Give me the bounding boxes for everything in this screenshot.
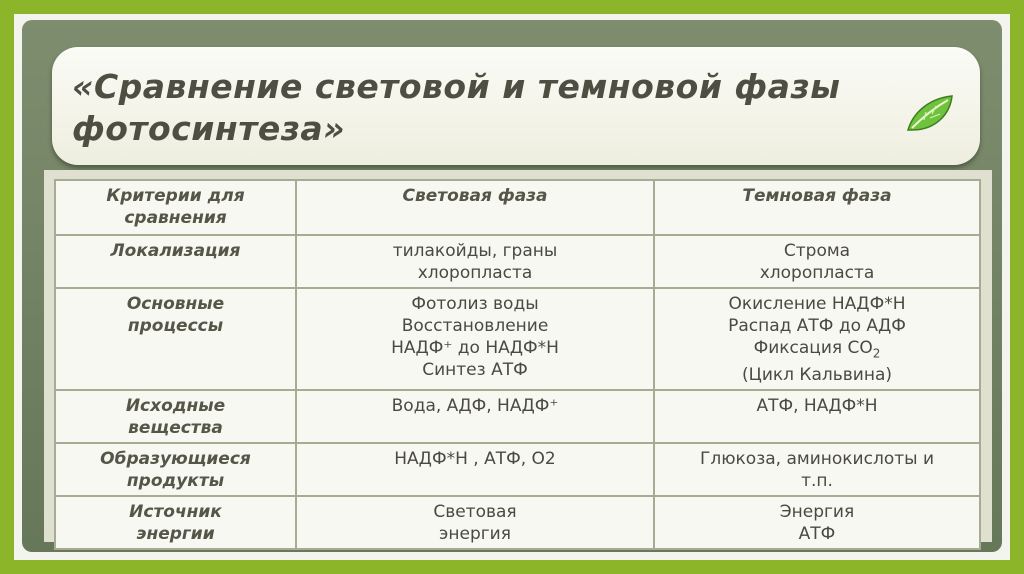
criterion-text: Локализация [110,241,241,261]
criterion-text: процессы [127,316,224,336]
light-phase-cell [296,288,654,390]
table-row [55,235,980,288]
criterion-cell [55,235,296,288]
dark-phase-cell [654,288,980,390]
criterion-cell [55,288,296,390]
title-line-1: «Сравнение световой и темновой фазы [72,67,841,106]
cell-text: хлоропласта [759,263,875,283]
cell-text: хлоропласта [417,263,533,283]
dark-phase-cell [654,443,980,496]
criterion-cell [55,390,296,443]
table-header-row [55,180,980,235]
criterion-text: вещества [128,418,223,439]
criterion-text: Образующиеся [100,449,251,470]
light-phase-cell [296,443,654,496]
slide-title [72,66,932,150]
dark-phase-cell [654,496,980,549]
header-light-phase: Световая фаза [296,180,654,235]
table-row [55,390,980,443]
cell-text: энергия [439,524,511,545]
cell-text: Вода, АДФ, НАДФ⁺ [391,396,559,417]
header-criteria [55,180,296,235]
cell-text: Энергия [779,502,855,523]
criterion-text: Источник [129,502,222,523]
cell-text: Световая [433,502,517,523]
cell-text: Распад АТФ до АДФ [728,316,906,336]
criterion-text: Исходные [125,396,226,417]
co2-subscript: 2 [872,346,881,361]
cell-text: Синтез АТФ [422,360,528,380]
light-phase-cell [296,390,654,443]
cell-text: НАДФ⁺ до НАДФ*Н [391,338,559,358]
co2-text: Фиксация СО [753,338,873,358]
criterion-text: Основные [126,294,225,314]
cell-text: тилакойды, граны [392,241,558,261]
criterion-cell [55,443,296,496]
cell-text: (Цикл Кальвина) [741,365,893,386]
table-row [55,443,980,496]
cell-text: НАДФ*Н , АТФ, О2 [394,449,556,470]
dark-phase-cell [654,390,980,443]
cell-text: АТФ, НАДФ*Н [756,396,878,417]
criterion-text: продукты [126,471,225,492]
cell-text: т.п. [801,471,833,492]
light-phase-cell [296,235,654,288]
dark-phase-cell [654,235,980,288]
cell-text: Строма [783,241,851,261]
header-dark-phase: Темновая фаза [654,180,980,235]
header-criteria-line-2: сравнения [124,208,227,228]
header-criteria-line-1: Критерии для [106,186,245,206]
table-row [55,288,980,390]
criterion-cell [55,496,296,549]
cell-text: Восстановление [401,316,549,336]
cell-text: АТФ [798,524,836,545]
cell-text: Глюкоза, аминокислоты и [700,449,934,470]
leaf-icon [904,92,956,134]
title-line-2: фотосинтеза» [72,109,346,148]
cell-text [661,337,973,364]
table-row [55,496,980,549]
light-phase-cell [296,496,654,549]
comparison-table [54,179,981,550]
cell-text: Окисление НАДФ*Н [728,294,906,314]
cell-text: Фотолиз воды [411,294,539,314]
criterion-text: энергии [136,524,215,545]
